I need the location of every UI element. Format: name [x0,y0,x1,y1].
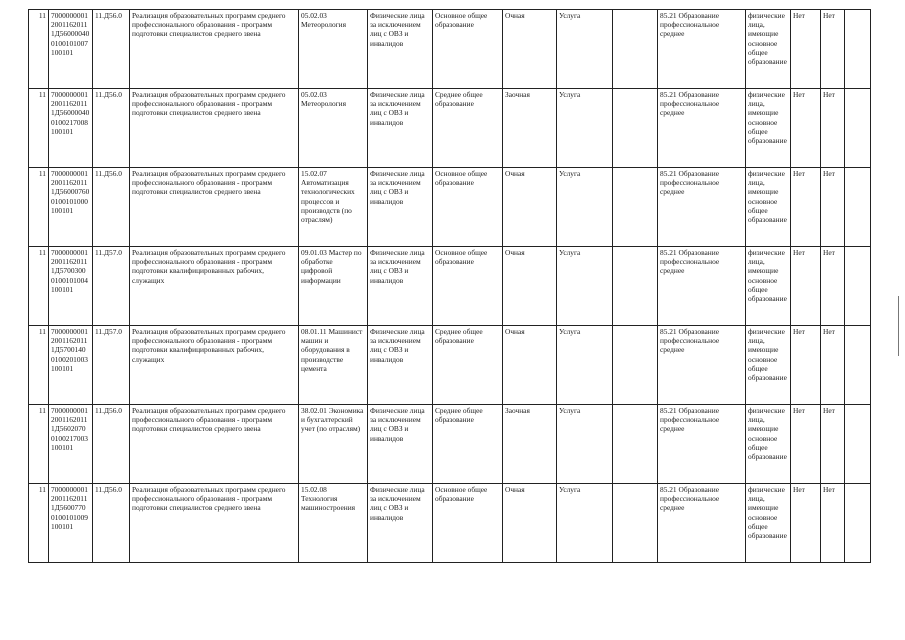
flag-cell: Нет [791,168,821,247]
table-row [29,10,871,89]
consumers-cell: физические лица, имеющие основное общее образование [746,10,791,89]
consumer-category-cell: Физические лица за исключением лиц с ОВЗ и инвалидов [368,89,433,168]
flag-cell: Нет [821,326,845,405]
empty-cell [845,247,871,326]
empty-cell [613,484,658,563]
program-name-cell: Реализация образовательных программ среднего профессионального образования - программ подготовки квалифицированных рабочих, служащих [130,247,299,326]
education-form-cell: Очная [503,326,557,405]
empty-cell [845,10,871,89]
program-name-cell: Реализация образовательных программ среднего профессионального образования - программ подготовки специалистов среднего звена [130,10,299,89]
consumers-cell: физические лица, имеющие основное общее образование [746,405,791,484]
table-row [29,168,871,247]
base-education-cell: Основное общее образование [433,10,503,89]
education-form-cell: Очная [503,247,557,326]
consumer-category-cell: Физические лица за исключением лиц с ОВЗ и инвалидов [368,247,433,326]
specialty-cell: 38.02.01 Экономика и бухгалтерский учет (по отраслям) [299,405,368,484]
service-type-code-cell: 11.Д57.0 [93,247,130,326]
service-kind-cell: Услуга [557,168,613,247]
empty-cell [845,405,871,484]
row-number-cell: 11 [29,89,49,168]
base-education-cell: Основное общее образование [433,247,503,326]
program-name-cell: Реализация образовательных программ среднего профессионального образования - программ подготовки квалифицированных рабочих, служащих [130,326,299,405]
flag-cell: Нет [791,484,821,563]
registry-code-cell: 7000000001 2001162011 1Д5600770 0100101009 100101 [49,484,93,563]
consumer-category-cell: Физические лица за исключением лиц с ОВЗ и инвалидов [368,168,433,247]
specialty-cell: 09.01.03 Мастер по обработке цифровой информации [299,247,368,326]
base-education-cell: Среднее общее образование [433,89,503,168]
education-form-cell: Заочная [503,405,557,484]
specialty-cell: 15.02.07 Автоматизация технологических процессов и производств (по отраслям) [299,168,368,247]
flag-cell: Нет [821,247,845,326]
row-number-cell: 11 [29,247,49,326]
flag-cell: Нет [791,10,821,89]
base-education-cell: Основное общее образование [433,168,503,247]
service-type-code-cell: 11.Д56.0 [93,10,130,89]
okved-cell: 85.21 Образование профессиональное среднее [658,10,746,89]
consumer-category-cell: Физические лица за исключением лиц с ОВЗ и инвалидов [368,484,433,563]
service-kind-cell: Услуга [557,326,613,405]
base-education-cell: Среднее общее образование [433,405,503,484]
base-education-cell: Основное общее образование [433,484,503,563]
empty-cell [613,168,658,247]
okved-cell: 85.21 Образование профессиональное среднее [658,484,746,563]
program-name-cell: Реализация образовательных программ среднего профессионального образования - программ подготовки специалистов среднего звена [130,168,299,247]
okved-cell: 85.21 Образование профессиональное среднее [658,168,746,247]
consumer-category-cell: Физические лица за исключением лиц с ОВЗ и инвалидов [368,10,433,89]
table-row [29,89,871,168]
table-row [29,247,871,326]
registry-code-cell: 7000000001 2001162011 1Д56000040 0100101007 100101 [49,10,93,89]
service-kind-cell: Услуга [557,405,613,484]
empty-cell [845,89,871,168]
service-type-code-cell: 11.Д56.0 [93,168,130,247]
service-kind-cell: Услуга [557,10,613,89]
education-form-cell: Очная [503,10,557,89]
table-body [29,10,871,563]
consumer-category-cell: Физические лица за исключением лиц с ОВЗ и инвалидов [368,405,433,484]
registry-code-cell: 7000000001 2001162011 1Д56000760 0100101000 100101 [49,168,93,247]
registry-code-cell: 7000000001 2001162011 1Д5602070 0100217003 100101 [49,405,93,484]
empty-cell [613,326,658,405]
flag-cell: Нет [821,405,845,484]
row-number-cell: 11 [29,484,49,563]
service-kind-cell: Услуга [557,89,613,168]
empty-cell [613,247,658,326]
flag-cell: Нет [791,326,821,405]
flag-cell: Нет [821,484,845,563]
flag-cell: Нет [821,168,845,247]
specialty-cell: 15.02.08 Технология машиностроения [299,484,368,563]
flag-cell: Нет [791,89,821,168]
flag-cell: Нет [821,10,845,89]
okved-cell: 85.21 Образование профессиональное среднее [658,405,746,484]
education-form-cell: Заочная [503,89,557,168]
registry-code-cell: 7000000001 2001162011 1Д56000040 0100217008 100101 [49,89,93,168]
service-type-code-cell: 11.Д56.0 [93,405,130,484]
empty-cell [845,484,871,563]
program-name-cell: Реализация образовательных программ среднего профессионального образования - программ подготовки специалистов среднего звена [130,405,299,484]
empty-cell [845,168,871,247]
row-number-cell: 11 [29,10,49,89]
service-type-code-cell: 11.Д56.0 [93,484,130,563]
service-type-code-cell: 11.Д57.0 [93,326,130,405]
consumers-cell: физические лица, имеющие основное общее образование [746,484,791,563]
specialty-cell: 05.02.03 Метеорология [299,10,368,89]
flag-cell: Нет [791,405,821,484]
registry-code-cell: 7000000001 2001162011 1Д5700140 0100201003 100101 [49,326,93,405]
service-kind-cell: Услуга [557,484,613,563]
row-number-cell: 11 [29,405,49,484]
registry-code-cell: 7000000001 2001162011 1Д5700300 0100101004 100101 [49,247,93,326]
empty-cell [613,89,658,168]
service-type-code-cell: 11.Д56.0 [93,89,130,168]
table-row [29,484,871,563]
table-row [29,326,871,405]
consumers-cell: физические лица, имеющие основное общее образование [746,89,791,168]
table-row [29,405,871,484]
base-education-cell: Среднее общее образование [433,326,503,405]
specialty-cell: 05.02.03 Метеорология [299,89,368,168]
education-form-cell: Очная [503,168,557,247]
program-name-cell: Реализация образовательных программ среднего профессионального образования - программ подготовки специалистов среднего звена [130,484,299,563]
empty-cell [613,10,658,89]
service-kind-cell: Услуга [557,247,613,326]
consumers-cell: физические лица, имеющие основное общее образование [746,168,791,247]
scan-edge-mark [898,296,899,356]
flag-cell: Нет [791,247,821,326]
okved-cell: 85.21 Образование профессиональное среднее [658,326,746,405]
program-name-cell: Реализация образовательных программ среднего профессионального образования - программ подготовки специалистов среднего звена [130,89,299,168]
consumer-category-cell: Физические лица за исключением лиц с ОВЗ и инвалидов [368,326,433,405]
okved-cell: 85.21 Образование профессиональное среднее [658,247,746,326]
row-number-cell: 11 [29,326,49,405]
row-number-cell: 11 [29,168,49,247]
empty-cell [845,326,871,405]
education-form-cell: Очная [503,484,557,563]
specialty-cell: 08.01.11 Машинист машин и оборудования в производстве цемента [299,326,368,405]
consumers-cell: физические лица, имеющие основное общее образование [746,326,791,405]
okved-cell: 85.21 Образование профессиональное среднее [658,89,746,168]
consumers-cell: физические лица, имеющие основное общее образование [746,247,791,326]
services-register-table [28,9,871,563]
flag-cell: Нет [821,89,845,168]
empty-cell [613,405,658,484]
